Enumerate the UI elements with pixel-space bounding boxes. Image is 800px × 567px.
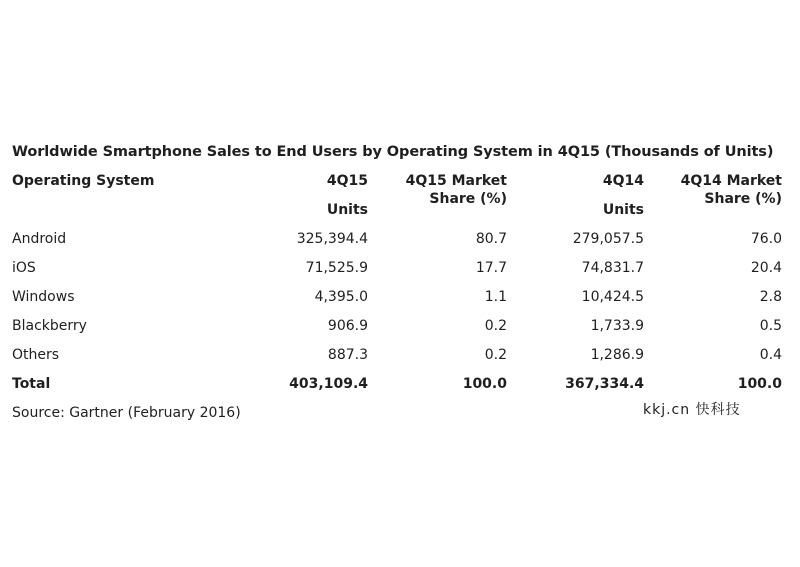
os-name: Blackberry	[12, 318, 87, 334]
table-title: Worldwide Smartphone Sales to End Users by Operating System in 4Q15 (Thousands of Units)	[12, 144, 774, 160]
os-name: iOS	[12, 260, 36, 276]
header-4q14-market: 4Q14 Market	[680, 173, 782, 189]
share-4q14: 0.5	[759, 318, 782, 334]
os-name: Android	[12, 231, 67, 247]
total-label: Total	[12, 376, 51, 392]
table-row	[0, 260, 800, 280]
header-4q15-units: Units	[326, 202, 368, 218]
share-4q15: 80.7	[475, 231, 507, 247]
share-4q15: 1.1	[484, 289, 507, 305]
share-4q14: 0.4	[759, 347, 782, 363]
units-4q14: 1,733.9	[590, 318, 644, 334]
total-share-4q15: 100.0	[462, 376, 507, 392]
header-4q14: 4Q14	[602, 173, 644, 189]
total-units-4q15: 403,109.4	[289, 376, 368, 392]
share-4q14: 2.8	[759, 289, 782, 305]
share-4q15: 0.2	[484, 347, 507, 363]
watermark-text: kkj.cn 快科技	[643, 402, 741, 418]
header-operating-system: Operating System	[12, 173, 155, 189]
share-4q14: 20.4	[750, 260, 782, 276]
share-4q15: 17.7	[475, 260, 507, 276]
total-share-4q14: 100.0	[737, 376, 782, 392]
table-row	[0, 318, 800, 338]
units-4q14: 10,424.5	[581, 289, 644, 305]
os-name: Windows	[12, 289, 75, 305]
header-4q14-units: Units	[602, 202, 644, 218]
units-4q15: 887.3	[327, 347, 368, 363]
table-row	[0, 231, 800, 251]
os-name: Others	[12, 347, 60, 363]
units-4q14: 74,831.7	[581, 260, 644, 276]
units-4q15: 325,394.4	[296, 231, 368, 247]
source-note: Source: Gartner (February 2016)	[12, 405, 241, 421]
share-4q14: 76.0	[750, 231, 782, 247]
header-4q15-share: Share (%)	[429, 191, 507, 207]
share-4q15: 0.2	[484, 318, 507, 334]
units-4q14: 1,286.9	[590, 347, 644, 363]
header-4q14-share: Share (%)	[704, 191, 782, 207]
units-4q15: 4,395.0	[314, 289, 368, 305]
units-4q15: 906.9	[327, 318, 368, 334]
units-4q14: 279,057.5	[572, 231, 644, 247]
header-4q15: 4Q15	[326, 173, 368, 189]
table-row	[0, 289, 800, 309]
total-units-4q14: 367,334.4	[565, 376, 644, 392]
table-row	[0, 347, 800, 367]
header-4q15-market: 4Q15 Market	[405, 173, 507, 189]
table-total-row	[0, 376, 800, 396]
units-4q15: 71,525.9	[305, 260, 368, 276]
